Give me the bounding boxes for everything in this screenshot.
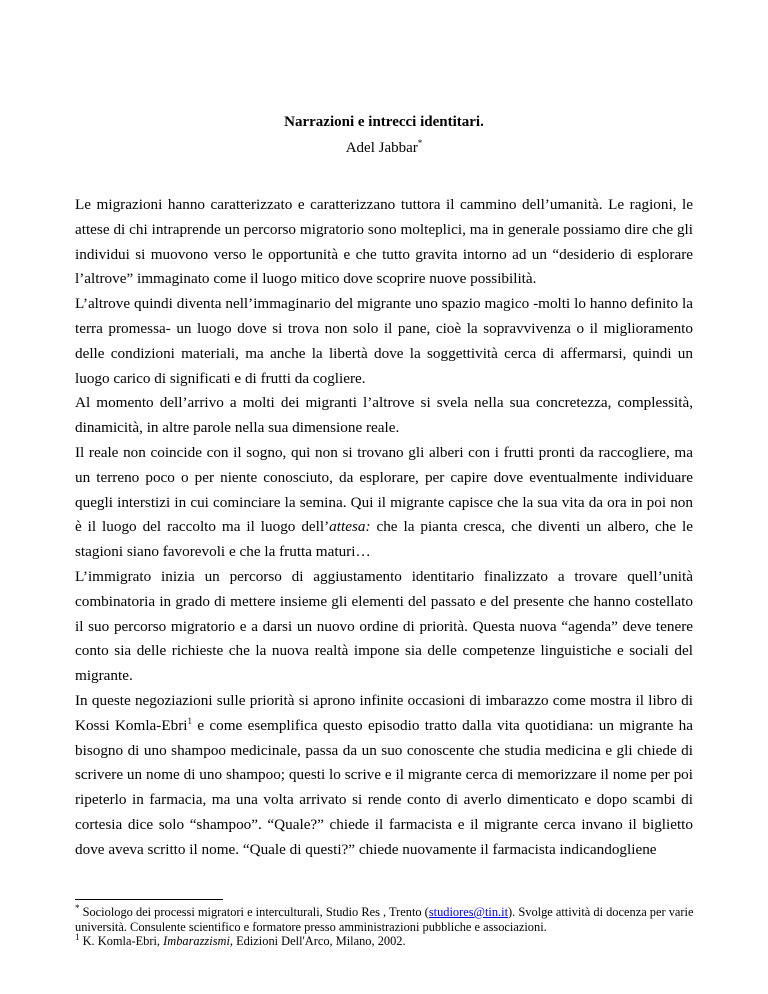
email-link[interactable]: studiores@tin.it xyxy=(428,905,509,919)
paragraph-6-text-a: In queste negoziazioni sulle priorità si aprono infinite occasioni di imbarazzo come mostra il libro di Kossi Komla-Ebri xyxy=(75,691,693,734)
footnote-author-mark: * xyxy=(75,902,80,913)
footnote-1 xyxy=(75,934,715,949)
footnote-1-mark: 1 xyxy=(75,932,80,943)
footnote-separator xyxy=(75,899,223,900)
footnotes xyxy=(75,902,715,949)
paragraph-3: Al momento dell’arrivo a molti dei migranti l’altrove si svela nella sua concretezza, complessità, dinamicità, in altre parole nella sua dimensione reale. xyxy=(75,394,693,437)
paragraph-1: Le migrazioni hanno caratterizzato e caratterizzano tuttora il cammino dell’umanità. Le ragioni, le attese di chi intraprende un percorso migratorio sono molteplici, ma in generale possiamo dire che gli individui si muovono verso le opportunità e che tutto gravita intorno ad un “desiderio di esplorare l’altrove” immaginato come il luogo mitico dove scoprire nuove possibilità. xyxy=(75,196,693,288)
document-title: Narrazioni e intrecci identitari. xyxy=(284,114,484,130)
paragraph-4-text-b: che la pianta cresca, che diventi un albero, che le stagioni siano favorevoli e che la frutta maturi… xyxy=(75,518,693,561)
body-text xyxy=(75,193,693,863)
footnote-1-text-a: K. Komla-Ebri, xyxy=(79,934,164,949)
footnote-1-book-title: Imbarazzismi xyxy=(163,934,230,949)
paragraph-6-text-b: e come esemplifica questo episodio tratto dalla vita quotidiana: un migrante ha bisogno di uno shampoo medicinale, passa da un suo conoscente che studia medicina e gli chiede di scrivere un nome di uno shampoo; questi lo scrive e il migrante cerca di memorizzare il nome per poi ripeterlo in farmacia, ma una volta arrivato si rende conto di averlo dimenticato e dopo scambi di cortesia dice solo “shampoo”. “Quale?” chiede il farmacista e il migrante cerca invano il biglietto dove aveva scritto il nome. “Quale di questi?” chiede nuovamente il farmacista indicandogliene xyxy=(75,716,693,858)
paragraph-4-emphasis: attesa: xyxy=(329,518,371,536)
paragraph-4 xyxy=(75,441,693,565)
footnote-ref-1[interactable]: 1 xyxy=(187,715,192,726)
author-name: Adel Jabbar xyxy=(345,140,418,156)
author-footnote-mark: * xyxy=(417,138,423,148)
footnote-1-text-b: , Edizioni Dell'Arco, Milano, 2002. xyxy=(229,934,406,949)
paragraph-6 xyxy=(75,689,693,863)
paragraph-5: L’immigrato inizia un percorso di aggiustamento identitario finalizzato a trovare quell’unità combinatoria in grado di mettere insieme gli elementi del passato e del presente che hanno costellato il suo percorso migratorio e a darsi un nuovo ordine di priorità. Questa nuova “agenda” deve tenere conto sia delle richieste che la nuova realtà impone sia delle competenze linguistiche e sociali del migrante. xyxy=(75,567,693,685)
paragraph-2: L’altrove quindi diventa nell’immaginario del migrante uno spazio magico -molti lo hanno definito la terra promessa- un luogo dove si trova non solo il pane, cioè la sopravvivenza o il miglioramento delle condizioni materiali, ma anche la libertà dove la soggettività cerca di affermarsi, quindi un luogo carico di significati e di frutti da cogliere. xyxy=(75,295,693,387)
paragraph-4-text-a: Il reale non coincide con il sogno, qui non si trovano gli alberi con i frutti pronti da raccogliere, ma un terreno poco o per niente conosciuto, da esplorare, per capire dove eventualmente individuare quegli interstizi in cui cominciare la semina. Qui il migrante capisce che la sua vita da ora in poi non è il luogo del raccolto ma il luogo dell’ xyxy=(75,443,693,536)
footnote-author xyxy=(75,902,715,934)
footnote-author-text-b: ). Svolge attività di docenza per varie università. Consulente scientifico e formatore presso amministrazioni pubbliche e associazioni. xyxy=(75,905,694,934)
footnote-author-text-a: Sociologo dei processi migratori e interculturali, Studio Res , Trento ( xyxy=(79,905,429,919)
author-line xyxy=(0,139,768,157)
